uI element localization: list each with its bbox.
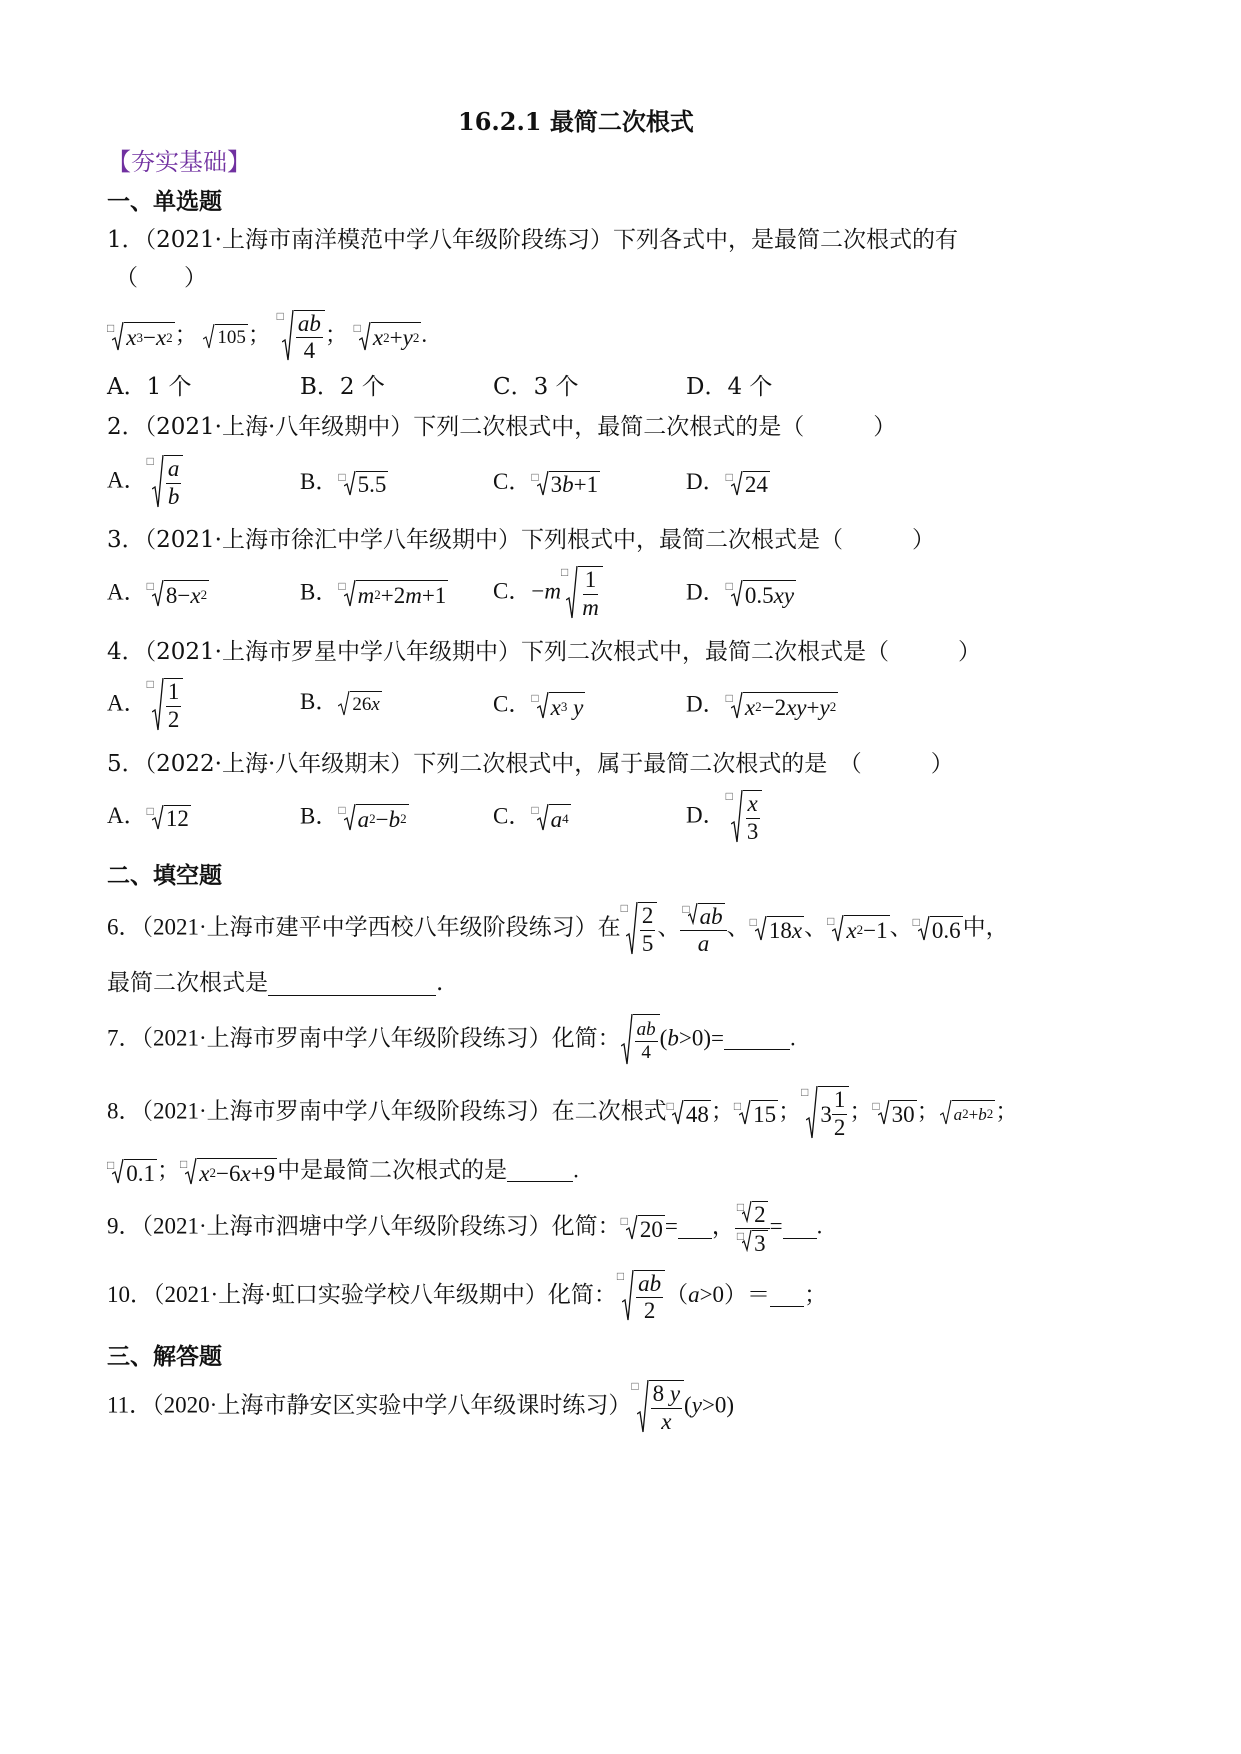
option-a: A． □ 8− x 2 [107,579,208,608]
radical: □ $\frac{ab}{4}$ [277,310,325,363]
option-a: A．1 个 [107,374,192,400]
question-11: 11．（2020·上海市静安区实验中学八年级课时练习） □ $\frac{8 y}{x}$ (y>0) [107,1379,735,1434]
header-answer: 三、解答题 [107,1343,222,1370]
option-c: C．−m □ $\frac{1}{m}$ [493,566,603,620]
radical: 105 [203,324,248,350]
option-b: B． □ a 2 − b 2 [300,803,407,832]
question-3 [107,529,935,552]
option-c: C． □ 3 b +1 [493,469,599,498]
question-8: 8．（2021·上海市罗南中学八年级阶段练习）在二次根式 □ 48 ； □ 15 ； □ 3 $\frac{1}{2}$ ； □ 30 ； a 2 + b 2 ； [107,1085,1019,1140]
question-4 [107,641,981,664]
header-fill-blank: 二、填空题 [107,862,222,889]
answer-blank[interactable] [507,1158,573,1182]
question-7: 7．（2021·上海市罗南中学八年级阶段练习）化简： $\frac{ab}{4}$ (b>0)= . [107,1014,796,1066]
question-5 [107,753,954,776]
question-1 [107,229,958,252]
question-2 [107,416,896,439]
question-number: 1． [107,227,145,253]
option-b: B． □ m 2 +2 m +1 [300,579,447,608]
question-10: 10．（2021·上海·虹口实验学校八年级期中）化简： □ $\frac{ab}{2}$ （a>0）＝ ； [107,1269,828,1324]
question-6-line2: 最简二次根式是 . [107,970,444,996]
question-number: 3． [107,527,145,553]
question-text: （2021·上海市罗星中学八年级期中）下列二次根式中，最简二次根式是（ ） [144,639,981,665]
option-b: B． □ 5.5 [300,469,387,498]
answer-blank[interactable] [724,1026,790,1050]
option-d: D． □ $\frac{x}{3}$ [686,790,762,844]
answer-blank[interactable] [783,1215,817,1239]
question-6: 6．（2021·上海市建平中学西校八年级阶段练习）在 □ $\frac{2}{5}$ 、 □ ab a 、 □ 18 x 、 □ x 2 −1 、 □ 0.6 中， [107,901,1009,956]
question-text: （2021·上海·八年级期中）下列二次根式中，最简二次根式的是（ ） [144,414,897,440]
option-c: C． □ x 3 y [493,691,584,720]
option-b: B． 26 x [300,689,380,716]
answer-paren: （ ） [115,265,207,291]
answer-blank[interactable] [678,1215,712,1239]
page-title: 16.2.1 最简二次根式 [458,107,694,136]
option-a: A． □ $\frac{a}{b}$ [107,455,183,509]
option-a: A． □ $\frac{1}{2}$ [107,678,183,732]
question-number: 2． [107,414,145,440]
question-text: （2022·上海·八年级期末）下列二次根式中，属于最简二次根式的是 （ ） [144,751,954,777]
section-label: 【夯实基础】 [107,148,251,176]
header-single-choice: 一、单选题 [107,188,222,215]
question-9: 9．（2021·上海市泗塘中学八年级阶段练习）化简： □ 20 = ， □ 2 □ 3 = . [107,1199,823,1257]
question-number: 4． [107,639,145,665]
question-text: （2021·上海市徐汇中学八年级期中）下列根式中，最简二次根式是（ ） [144,527,935,553]
answer-blank[interactable] [770,1283,804,1307]
question-text: （2021·上海市南洋模范中学八年级阶段练习）下列各式中，是最简二次根式的有 [144,227,958,253]
q1-expressions: □ x 3 − x 2 ； 105 ； □ $\frac{ab}{4}$ ； □ x 2 + y 2 . [107,309,428,364]
option-d: D． □ 24 [686,469,768,498]
option-c: C．3 个 [493,374,579,400]
radical: □ x 2 + y 2 [353,320,420,351]
question-number: 5． [107,751,145,777]
radical: □ x 3 − x 2 [107,320,173,351]
option-d: D． □ 0.5 xy [686,579,795,608]
option-a: A． □ 12 [107,803,189,832]
answer-blank[interactable] [268,972,436,996]
option-d: D．4 个 [686,374,773,400]
option-d: D． □ x 2 −2 xy + y 2 [686,691,837,720]
option-b: B．2 个 [300,374,385,400]
option-c: C． □ a 4 [493,803,569,832]
question-8-line2: □ 0.1 ； □ x 2 −6 x +9 中是最简二次根式的是 . [107,1157,579,1186]
